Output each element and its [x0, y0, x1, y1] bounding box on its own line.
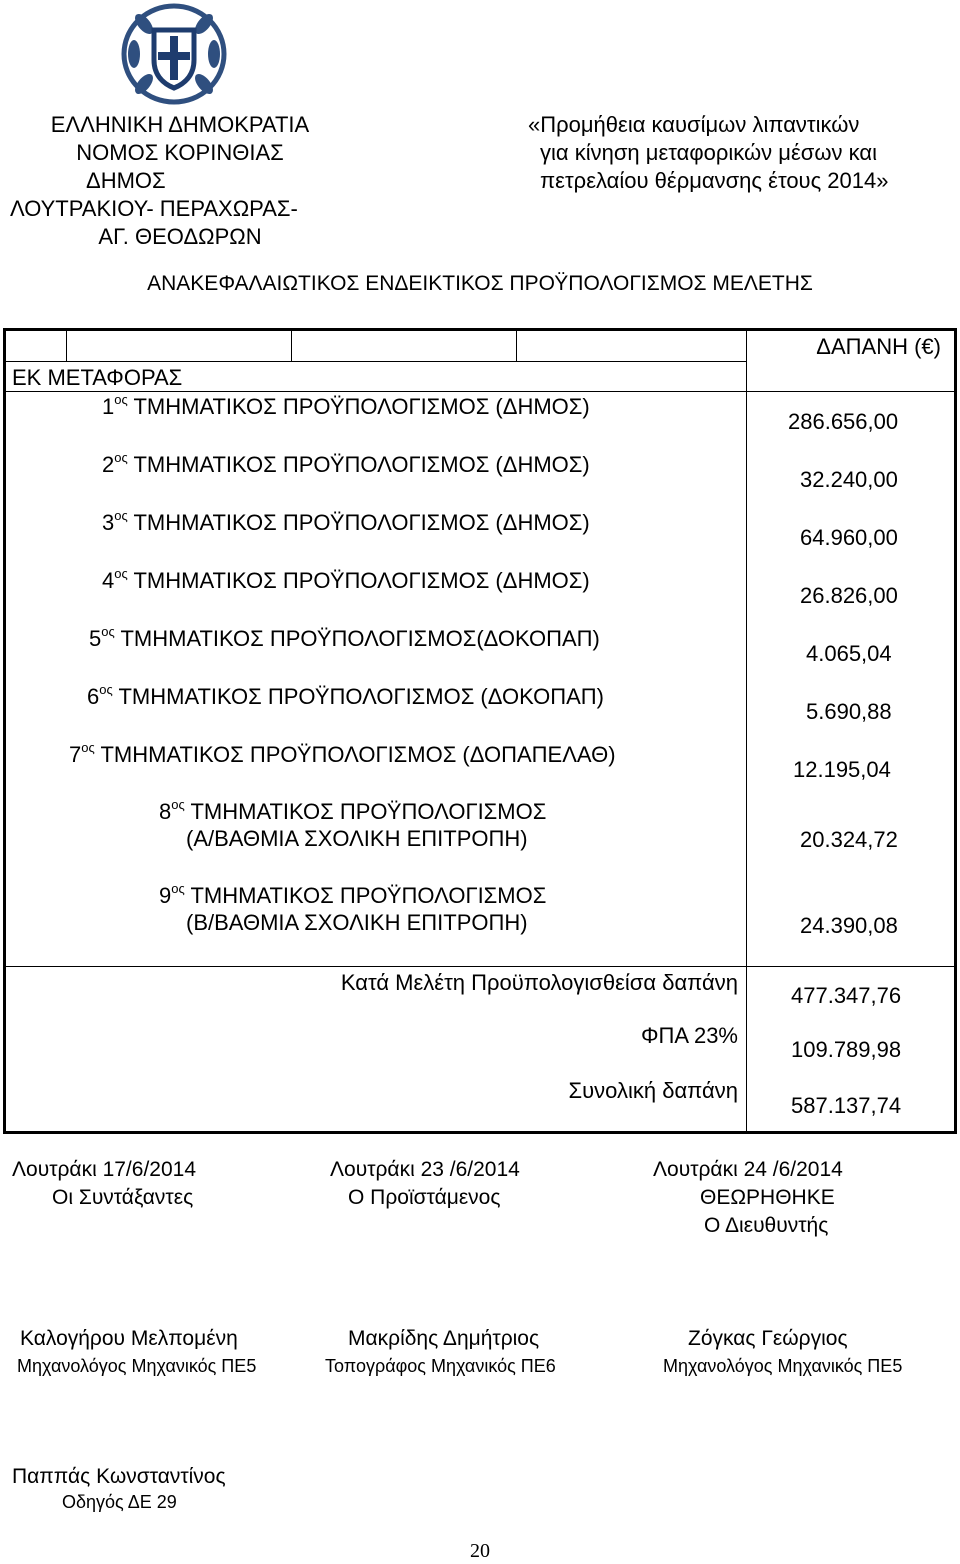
- signatory-title: Μηχανολόγος Μηχανικός ΠΕ5: [17, 1356, 257, 1376]
- table-row-value: 12.195,04: [793, 757, 891, 782]
- header-line: ΑΓ. ΘΕΟΔΩΡΩΝ: [98, 224, 262, 249]
- signature-date: Λουτράκι 17/6/2014: [12, 1158, 196, 1181]
- table-row-label: $9^{o\varsigma}$ ΤΜΗΜΑΤΙΚΟΣ ΠΡΟΫΠΟΛΟΓΙΣΜΟΣ: [159, 880, 547, 908]
- driver-name: Παππάς Κωνσταντίνος: [12, 1465, 226, 1488]
- signature-date: Λουτράκι 23 /6/2014: [330, 1158, 520, 1181]
- table-row-label: $1^{o\varsigma}$ ΤΜΗΜΑΤΙΚΟΣ ΠΡΟΫΠΟΛΟΓΙΣΜΟΣ (ΔΗΜΟΣ): [102, 391, 590, 419]
- table-column-divider: [746, 331, 747, 1131]
- signatory-title: Μηχανολόγος Μηχανικός ΠΕ5: [663, 1356, 903, 1376]
- table-row-divider: [6, 966, 954, 967]
- signature-role: Ο Διευθυντής: [704, 1214, 829, 1237]
- total-value: 477.347,76: [791, 983, 902, 1008]
- table-row-label: $6^{o\varsigma}$ ΤΜΗΜΑΤΙΚΟΣ ΠΡΟΫΠΟΛΟΓΙΣΜΟΣ (ΔΟΚΟΠΑΠ): [87, 681, 604, 709]
- carry-forward-label: ΕΚ ΜΕΤΑΦΟΡΑΣ: [12, 365, 183, 390]
- signatory-name: Καλογήρου Μελπομένη: [20, 1327, 238, 1350]
- table-row-label-continued: (Β/ΒΑΘΜΙΑ ΣΧΟΛΙΚΗ ΕΠΙΤΡΟΠΗ): [186, 910, 528, 935]
- table-row-value: 4.065,04: [806, 641, 892, 666]
- table-column-divider: [291, 331, 292, 361]
- signatory-name: Μακρίδης Δημήτριος: [348, 1327, 540, 1350]
- signatory-title: Τοπογράφος Μηχανικός ΠΕ6: [325, 1356, 556, 1376]
- table-row-value: 286.656,00: [788, 409, 899, 434]
- table-row-value: 64.960,00: [800, 525, 898, 550]
- table-row-value: 20.324,72: [800, 827, 898, 852]
- table-row-value: 26.826,00: [800, 583, 898, 608]
- table-row-label-continued: (Α/ΒΑΘΜΙΑ ΣΧΟΛΙΚΗ ΕΠΙΤΡΟΠΗ): [186, 826, 528, 851]
- table-row-value: 5.690,88: [806, 699, 892, 724]
- table-row-label: $5^{o\varsigma}$ ΤΜΗΜΑΤΙΚΟΣ ΠΡΟΫΠΟΛΟΓΙΣΜΟΣ(ΔΟΚΟΠΑΠ): [89, 623, 600, 651]
- signature-role: Ο Προϊστάμενος: [348, 1186, 501, 1209]
- driver-title: Οδηγός ΔΕ 29: [62, 1492, 177, 1512]
- vat-label: ΦΠΑ 23%: [640, 1023, 738, 1048]
- table-column-divider: [66, 331, 67, 361]
- table-row-label: $8^{o\varsigma}$ ΤΜΗΜΑΤΙΚΟΣ ΠΡΟΫΠΟΛΟΓΙΣΜΟΣ: [159, 796, 547, 824]
- table-row-label: $2^{o\varsigma}$ ΤΜΗΜΑΤΙΚΟΣ ΠΡΟΫΠΟΛΟΓΙΣΜΟΣ (ΔΗΜΟΣ): [102, 449, 590, 477]
- table-column-divider: [516, 331, 517, 361]
- table-row-label: $3^{o\varsigma}$ ΤΜΗΜΑΤΙΚΟΣ ΠΡΟΫΠΟΛΟΓΙΣΜΟΣ (ΔΗΜΟΣ): [102, 507, 590, 535]
- header-line: ΛΟΥΤΡΑΚΙΟΥ- ΠΕΡΑΧΩΡΑΣ-: [10, 196, 298, 221]
- budget-summary-table: [3, 328, 957, 1134]
- grand-total-label: Συνολική δαπάνη: [568, 1078, 738, 1103]
- signature-date: Λουτράκι 24 /6/2014: [653, 1158, 843, 1181]
- project-line: «Προμήθεια καυσίμων λιπαντικών: [528, 112, 860, 137]
- vat-value: 109.789,98: [791, 1037, 902, 1062]
- document-title: ΑΝΑΚΕΦΑΛΑΙΩΤΙΚΟΣ ΕΝΔΕΙΚΤΙΚΟΣ ΠΡΟΫΠΟΛΟΓΙΣΜΟΣ ΜΕΛΕΤΗΣ: [147, 272, 813, 295]
- project-line: πετρελαίου θέρμανσης έτους 2014»: [540, 168, 889, 193]
- header-line: ΝΟΜΟΣ ΚΟΡΙΝΘΙΑΣ: [76, 140, 284, 165]
- signatory-name: Ζόγκας Γεώργιος: [688, 1327, 848, 1350]
- table-row-label: $7^{o\varsigma}$ ΤΜΗΜΑΤΙΚΟΣ ΠΡΟΫΠΟΛΟΓΙΣΜΟΣ (ΔΟΠΑΠΕΛΑΘ): [69, 739, 616, 767]
- project-title-header: [528, 111, 948, 195]
- table-row-value: 24.390,08: [800, 913, 898, 938]
- page-number: 20: [470, 1540, 490, 1562]
- project-line: για κίνηση μεταφορικών μέσων και: [540, 140, 877, 165]
- table-row-label: $4^{o\varsigma}$ ΤΜΗΜΑΤΙΚΟΣ ΠΡΟΫΠΟΛΟΓΙΣΜΟΣ (ΔΗΜΟΣ): [102, 565, 590, 593]
- table-row-divider: [6, 361, 746, 362]
- table-row-value: 32.240,00: [800, 467, 898, 492]
- header-line: ΕΛΛΗΝΙΚΗ ΔΗΜΟΚΡΑΤΙΑ: [50, 112, 310, 137]
- total-label: Κατά Μελέτη Προϋπολογισθείσα δαπάνη: [340, 970, 738, 995]
- signature-role: Οι Συντάξαντες: [52, 1186, 194, 1209]
- issuer-header: [10, 111, 350, 251]
- cost-column-header: ΔΑΠΑΝΗ (€): [816, 334, 941, 359]
- header-line: ΔΗΜΟΣ: [86, 168, 166, 193]
- grand-total-value: 587.137,74: [791, 1093, 902, 1118]
- signature-role: ΘΕΩΡΗΘΗΚΕ: [700, 1186, 835, 1209]
- greek-coat-of-arms-emblem: [120, 2, 228, 106]
